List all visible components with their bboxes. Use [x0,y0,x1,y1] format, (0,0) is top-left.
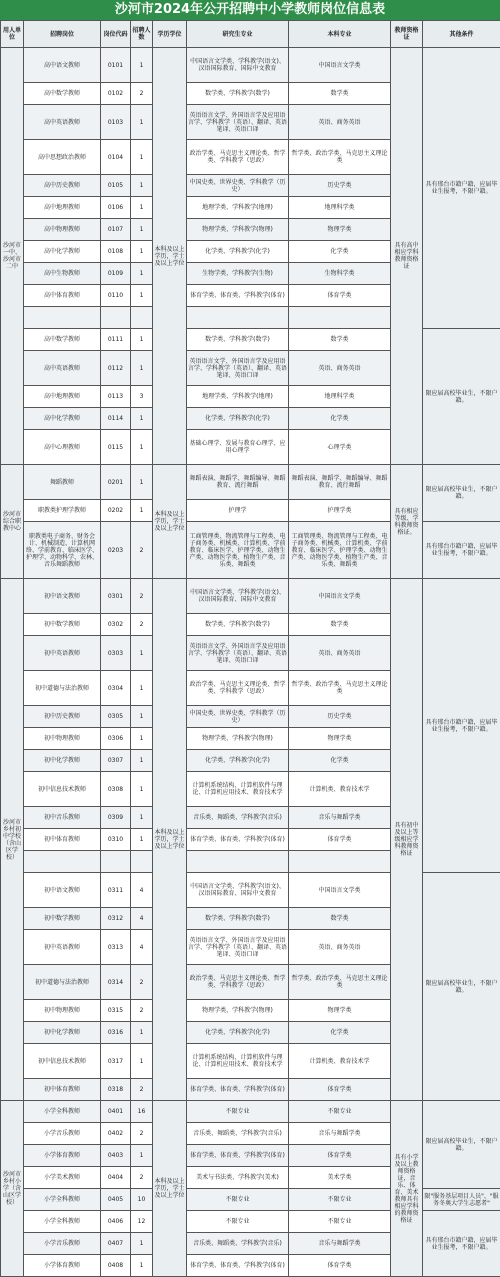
count-cell: 1 [131,408,153,430]
graduate-major-cell: 中国语言文学类、学科教学(语文)、汉语国际教育、国际中文教育 [187,579,289,614]
other-conditions-cell: 具有邢台市籍户籍，应届毕业生报考，不限户籍。 [423,48,500,329]
certificate-cell: 具有初中及以上等级相应学科教师资格证 [391,579,423,1101]
count-cell: 12 [131,1211,153,1233]
count-cell: 1 [131,219,153,241]
code-cell: 0404 [101,1167,131,1189]
undergrad-major-cell: 化学类 [289,750,391,772]
count-cell: 2 [131,965,153,1000]
count-cell: 1 [131,465,153,500]
code-cell: 0103 [101,105,131,140]
table-row [1,1101,500,1123]
count-cell: 1 [131,263,153,285]
code-cell: 0107 [101,219,131,241]
code-cell: 0101 [101,48,131,83]
certificate-cell: 具有相应等级、学科教师资格证。 [391,465,423,579]
table-row [1,1211,500,1233]
undergrad-major-cell: 数学类 [289,329,391,351]
post-cell: 初中体育教师 [24,1079,101,1101]
graduate-major-cell: 体育学类、体育类、学科教学(体育) [187,1145,289,1167]
code-cell: 0315 [101,1000,131,1022]
post-cell: 初中道德与法治教师 [24,671,101,706]
graduate-major-cell: 体育学类、体育类、学科教学(体育) [187,1079,289,1101]
graduate-major-cell: 数学类、学科教学(数学) [187,614,289,636]
undergrad-major-cell: 数学类 [289,614,391,636]
code-cell: 0405 [101,1189,131,1211]
post-cell: 初中历史教师 [24,706,101,728]
graduate-major-cell: 护理学 [187,500,289,522]
post-cell: 职教类电子商务、财务会计、机械制造、计算机网络、学前教育、临床医学、护理学、动物科学、农林、音乐舞蹈教师 [24,522,101,579]
graduate-major-cell: 政治学类、马克思主义理论类、哲学类、学科教学（思政） [187,671,289,706]
post-cell: 高中英语教师 [24,351,101,386]
undergrad-major-cell: 哲学类、政治学类、马克思主义理论类 [289,965,391,1000]
positions-table [0,20,500,1277]
count-cell [131,851,153,873]
code-cell: 0310 [101,829,131,851]
undergrad-major-cell: 护理学类 [289,500,391,522]
undergrad-major-cell: 化学类 [289,1022,391,1044]
graduate-major-cell: 英语语言文学、外国语言学及应用语言学、学科教学（英语）、翻译、英语笔译、英语口译 [187,930,289,965]
undergrad-major-cell: 英语、商务英语 [289,351,391,386]
post-cell: 高中地理教师 [24,386,101,408]
count-cell: 1 [131,1145,153,1167]
header-post: 招聘岗位 [24,21,101,48]
graduate-major-cell: 音乐类、舞蹈类、学科教学(音乐) [187,1123,289,1145]
header-count: 招聘人数 [131,21,153,48]
undergrad-major-cell: 生物科学类 [289,263,391,285]
code-cell: 0302 [101,614,131,636]
count-cell: 16 [131,1101,153,1123]
undergrad-major-cell: 音乐与舞蹈学类 [289,1123,391,1145]
count-cell: 1 [131,285,153,307]
count-cell: 4 [131,873,153,908]
table-row [1,465,500,500]
graduate-major-cell: 英语语言文学、外国语言学及应用语言学、学科教学（英语）、翻译、英语笔译、英语口译 [187,105,289,140]
graduate-major-cell: 基础心理学、发展与教育心理学、应用心理学 [187,430,289,465]
count-cell: 1 [131,175,153,197]
undergrad-major-cell: 物理学类 [289,728,391,750]
post-cell: 高中历史教师 [24,175,101,197]
other-conditions-cell: 具有邢台市籍户籍，应届毕业生报考，不限户籍。 [423,522,500,579]
other-conditions-cell: 限应届高校毕业生，不限户籍。 [423,465,500,522]
graduate-major-cell: 数学类、学科教学(数学) [187,908,289,930]
unit-cell: 沙河市乡村初中学校（含山区学校） [1,579,24,1101]
code-cell: 0113 [101,386,131,408]
post-cell: 小学全科教师 [24,1101,101,1123]
code-cell: 0401 [101,1101,131,1123]
undergrad-major-cell: 化学类 [289,241,391,263]
undergrad-major-cell: 英语、商务英语 [289,636,391,671]
post-cell: 高中语文教师 [24,48,101,83]
count-cell [131,307,153,329]
count-cell: 1 [131,1022,153,1044]
unit-cell: 沙河市综合职教中心 [1,465,24,579]
post-cell: 职教类护理学教师 [24,500,101,522]
code-cell: 0102 [101,83,131,105]
post-cell: 高中数学教师 [24,83,101,105]
graduate-major-cell: 物理学类、学科教学(物理) [187,728,289,750]
code-cell: 0203 [101,522,131,579]
post-cell: 初中物理教师 [24,1000,101,1022]
post-cell: 初中信息技术教师 [24,772,101,807]
table-row [1,873,500,908]
other-conditions-cell: 限应届高校毕业生，不限户籍。 [423,329,500,465]
graduate-major-cell: 中国史类、世界史类、学科教学（历史） [187,175,289,197]
other-conditions-cell: 具有邢台市籍户籍，应届毕业生报考，不限户籍。 [423,1211,500,1277]
count-cell: 2 [131,1079,153,1101]
graduate-major-cell: 政治学类、马克思主义理论类、哲学类、学科教学（思政） [187,140,289,175]
undergrad-major-cell: 不限专业 [289,1189,391,1211]
count-cell: 1 [131,671,153,706]
graduate-major-cell: 化学类、学科教学(化学) [187,1022,289,1044]
count-cell: 1 [131,807,153,829]
count-cell: 2 [131,1167,153,1189]
graduate-major-cell [187,307,289,329]
count-cell: 10 [131,1189,153,1211]
table-row [1,329,500,351]
undergrad-major-cell: 地理科学类 [289,386,391,408]
code-cell: 0312 [101,908,131,930]
header-code: 岗位代码 [101,21,131,48]
count-cell: 1 [131,1233,153,1255]
code-cell: 0109 [101,263,131,285]
code-cell: 0305 [101,706,131,728]
code-cell [101,307,131,329]
code-cell: 0201 [101,465,131,500]
undergrad-major-cell: 音乐与舞蹈学类 [289,1233,391,1255]
count-cell: 1 [131,772,153,807]
undergrad-major-cell: 体育学类 [289,1255,391,1277]
other-conditions-cell: 限应届高校毕业生，不限户籍。 [423,873,500,1101]
graduate-major-cell: 地理学类、学科教学(地理) [187,197,289,219]
graduate-major-cell: 舞蹈表演、舞蹈学、舞蹈编导、舞蹈教育、流行舞蹈 [187,465,289,500]
code-cell: 0311 [101,873,131,908]
undergrad-major-cell: 不限专业 [289,1211,391,1233]
undergrad-major-cell: 中国语言文学类 [289,579,391,614]
graduate-major-cell: 不限专业 [187,1211,289,1233]
header-graduate-major: 研究生专业 [187,21,289,48]
graduate-major-cell: 计算机系统结构、计算机软件与理论、计算机应用技术、教育技术学 [187,1044,289,1079]
post-cell: 初中英语教师 [24,636,101,671]
graduate-major-cell: 数学类、学科教学(数学) [187,83,289,105]
graduate-major-cell: 政治学类、马克思主义理论类、哲学类、学科教学（思政） [187,965,289,1000]
education-cell: 本科及以上学历，学士及以上学位 [153,579,187,1101]
count-cell: 1 [131,197,153,219]
graduate-major-cell: 化学类、学科教学(化学) [187,241,289,263]
graduate-major-cell: 体育学类、体育类、学科教学(体育) [187,829,289,851]
graduate-major-cell: 化学类、学科教学(化学) [187,408,289,430]
post-cell: 小学美术教师 [24,1167,101,1189]
count-cell: 1 [131,728,153,750]
graduate-major-cell: 体育学类、体育类、学科教学(体育) [187,1255,289,1277]
post-cell [24,307,101,329]
code-cell: 0318 [101,1079,131,1101]
code-cell: 0403 [101,1145,131,1167]
post-cell: 高中思想政治教师 [24,140,101,175]
graduate-major-cell: 音乐类、舞蹈类、学科教学(音乐) [187,1233,289,1255]
certificate-cell: 具有小学及以上教师资格证，音乐、体育、美术教师具有相应学科的教师资格证 [391,1101,423,1277]
undergrad-major-cell: 数学类 [289,83,391,105]
count-cell: 3 [131,386,153,408]
post-cell: 初中物理教师 [24,728,101,750]
post-cell: 高中化学教师 [24,408,101,430]
post-cell: 小学音乐教师 [24,1233,101,1255]
undergrad-major-cell: 体育学类 [289,829,391,851]
count-cell: 1 [131,351,153,386]
post-cell: 小学全科教师 [24,1189,101,1211]
undergrad-major-cell: 体育学类 [289,1145,391,1167]
undergrad-major-cell: 历史学类 [289,706,391,728]
undergrad-major-cell: 体育学类 [289,285,391,307]
undergrad-major-cell: 心理学类 [289,430,391,465]
code-cell: 0108 [101,241,131,263]
post-cell: 高中生物教师 [24,263,101,285]
header-undergrad-major: 本科专业 [289,21,391,48]
graduate-major-cell: 数学类、学科教学(数学) [187,329,289,351]
count-cell: 2 [131,1000,153,1022]
post-cell: 初中化学教师 [24,1022,101,1044]
code-cell: 0308 [101,772,131,807]
code-cell: 0408 [101,1255,131,1277]
code-cell: 0309 [101,807,131,829]
post-cell: 舞蹈教师 [24,465,101,500]
undergrad-major-cell: 哲学类、政治学类、马克思主义理论类 [289,671,391,706]
code-cell: 0316 [101,1022,131,1044]
post-cell: 高中物理教师 [24,219,101,241]
header-row [1,21,500,48]
post-cell [24,851,101,873]
undergrad-major-cell: 计算机类、教育技术学 [289,772,391,807]
graduate-major-cell: 中国语言文学类、学科教学(语文)、汉语国际教育、国际中文教育 [187,48,289,83]
undergrad-major-cell: 中国语言文学类 [289,48,391,83]
post-cell: 高中数学教师 [24,329,101,351]
education-cell: 本科及以上学历，学士及以上学位 [153,465,187,579]
undergrad-major-cell: 音乐与舞蹈学类 [289,807,391,829]
graduate-major-cell: 化学类、学科教学(化学) [187,750,289,772]
graduate-major-cell: 不限专业 [187,1189,289,1211]
undergrad-major-cell: 体育学类 [289,1079,391,1101]
code-cell: 0307 [101,750,131,772]
graduate-major-cell: 物理学类、学科教学(物理) [187,219,289,241]
code-cell: 0111 [101,329,131,351]
code-cell: 0314 [101,965,131,1000]
code-cell: 0406 [101,1211,131,1233]
graduate-major-cell: 美术与书法类、学科教学(美术) [187,1167,289,1189]
undergrad-major-cell: 地理科学类 [289,197,391,219]
table-body [1,48,500,1277]
code-cell: 0110 [101,285,131,307]
post-cell: 高中英语教师 [24,105,101,140]
code-cell [101,851,131,873]
header-education: 学历学位 [153,21,187,48]
post-cell: 初中数学教师 [24,908,101,930]
count-cell: 2 [131,614,153,636]
count-cell: 1 [131,829,153,851]
post-cell: 初中体育教师 [24,829,101,851]
undergrad-major-cell: 历史学类 [289,175,391,197]
post-cell: 初中英语教师 [24,930,101,965]
header-certificate: 教师资格证 [391,21,423,48]
table-row [1,522,500,579]
graduate-major-cell [187,851,289,873]
undergrad-major-cell: 哲学类、政治学类、马克思主义理论类 [289,140,391,175]
code-cell: 0301 [101,579,131,614]
post-cell: 初中化学教师 [24,750,101,772]
undergrad-major-cell: 计算机类、教育技术学 [289,1044,391,1079]
education-cell: 本科及以上学历，学士及以上学位 [153,48,187,465]
other-conditions-cell: 限"服务基层项目人员"、"服务冬奥大学生志愿者" [423,1189,500,1211]
graduate-major-cell: 中国史类、世界史类、学科教学（历史） [187,706,289,728]
code-cell: 0306 [101,728,131,750]
post-cell: 初中语文教师 [24,579,101,614]
education-cell: 本科及以上学历，学士及以上学位 [153,1101,187,1277]
table-row [1,1189,500,1211]
post-cell: 初中数学教师 [24,614,101,636]
code-cell: 0313 [101,930,131,965]
count-cell: 4 [131,930,153,965]
code-cell: 0407 [101,1233,131,1255]
code-cell: 0112 [101,351,131,386]
count-cell: 1 [131,706,153,728]
graduate-major-cell: 英语语言文学、外国语言学及应用语言学、学科教学（英语）、翻译、英语笔译、英语口译 [187,351,289,386]
count-cell: 2 [131,1123,153,1145]
count-cell: 2 [131,522,153,579]
post-cell: 小学体育教师 [24,1255,101,1277]
count-cell: 2 [131,579,153,614]
count-cell: 1 [131,1044,153,1079]
undergrad-major-cell: 英语、商务英语 [289,930,391,965]
count-cell: 1 [131,105,153,140]
code-cell: 0317 [101,1044,131,1079]
post-cell: 小学体育教师 [24,1145,101,1167]
graduate-major-cell: 不限专业 [187,1101,289,1123]
post-cell: 高中化学教师 [24,241,101,263]
count-cell: 4 [131,908,153,930]
graduate-major-cell: 英语语言文学、外国语言学及应用语言学、学科教学（英语）、翻译、英语笔译、英语口译 [187,636,289,671]
count-cell: 1 [131,750,153,772]
graduate-major-cell: 中国语言文学类、学科教学(语文)、汉语国际教育、国际中文教育 [187,873,289,908]
count-cell: 1 [131,636,153,671]
graduate-major-cell: 体育学类、体育类、学科教学(体育) [187,285,289,307]
graduate-major-cell: 物理学类、学科教学(物理) [187,1000,289,1022]
undergrad-major-cell: 化学类 [289,408,391,430]
count-cell: 1 [131,48,153,83]
page-title: 沙河市2024年公开招聘中小学教师岗位信息表 [0,0,500,20]
undergrad-major-cell: 不限专业 [289,1101,391,1123]
code-cell: 0105 [101,175,131,197]
post-cell: 高中地理教师 [24,197,101,219]
count-cell: 2 [131,83,153,105]
other-conditions-cell: 限应届高校毕业生，不限户籍。 [423,1101,500,1189]
graduate-major-cell: 生物学类、学科教学(生物) [187,263,289,285]
other-conditions-cell: 具有邢台市籍户籍，应届毕业生报考，不限户籍。 [423,579,500,873]
unit-cell: 沙河市一中、沙河市二中 [1,48,24,465]
code-cell: 0303 [101,636,131,671]
graduate-major-cell: 地理学类、学科教学(地理) [187,386,289,408]
certificate-cell: 具有高中相应学科教师资格证 [391,48,423,465]
post-cell: 小学音乐教师 [24,1123,101,1145]
undergrad-major-cell: 物理学类 [289,219,391,241]
post-cell: 高中体育教师 [24,285,101,307]
graduate-major-cell: 工商管理类、物流管理与工程类、电子商务类、机械类、计算机类、学前教育、临床医学、护理学类、动物生产类、动物医学类、植物生产类、音乐类、舞蹈类 [187,522,289,579]
code-cell: 0402 [101,1123,131,1145]
count-cell: 1 [131,140,153,175]
undergrad-major-cell: 英语、商务英语 [289,105,391,140]
count-cell: 1 [131,430,153,465]
undergrad-major-cell: 工商管理类、物流管理与工程类、电子商务类、机械类、计算机类、学前教育、临床医学、护理学类、动物生产类、动物医学类、植物生产类、音乐类、舞蹈类 [289,522,391,579]
code-cell: 0202 [101,500,131,522]
table-row [1,579,500,614]
code-cell: 0106 [101,197,131,219]
undergrad-major-cell: 数学类 [289,908,391,930]
undergrad-major-cell [289,307,391,329]
post-cell: 高中心理教师 [24,430,101,465]
post-cell: 小学全科教师 [24,1211,101,1233]
count-cell: 1 [131,500,153,522]
post-cell: 初中语文教师 [24,873,101,908]
header-other: 其他条件 [423,21,500,48]
code-cell: 0304 [101,671,131,706]
count-cell: 1 [131,1255,153,1277]
post-cell: 初中信息技术教师 [24,1044,101,1079]
undergrad-major-cell: 物理学类 [289,1000,391,1022]
table-row [1,48,500,83]
undergrad-major-cell: 美术学类 [289,1167,391,1189]
post-cell: 初中道德与法治教师 [24,965,101,1000]
graduate-major-cell: 音乐类、舞蹈类、学科教学(音乐) [187,807,289,829]
post-cell: 初中音乐教师 [24,807,101,829]
undergrad-major-cell: 中国语言文学类 [289,873,391,908]
graduate-major-cell: 计算机系统结构、计算机软件与理论、计算机应用技术、教育技术学 [187,772,289,807]
count-cell: 1 [131,241,153,263]
unit-cell: 沙河市乡村小学（含山区学校） [1,1101,24,1277]
code-cell: 0114 [101,408,131,430]
undergrad-major-cell [289,851,391,873]
code-cell: 0115 [101,430,131,465]
header-unit: 用人单位 [1,21,24,48]
undergrad-major-cell: 舞蹈表演、舞蹈学、舞蹈编导、舞蹈教育、流行舞蹈 [289,465,391,500]
count-cell: 1 [131,329,153,351]
code-cell: 0104 [101,140,131,175]
